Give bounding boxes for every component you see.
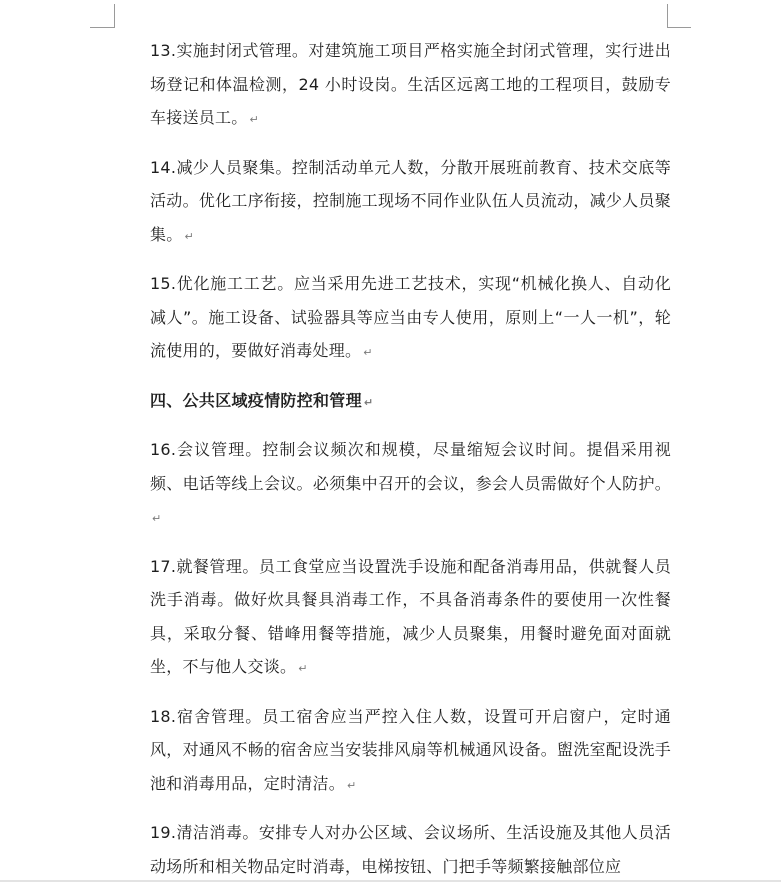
paragraph-18[interactable]	[150, 700, 671, 803]
paragraph-mark-icon: ↵	[363, 395, 374, 409]
paragraph-mark-icon: ↵	[347, 778, 357, 792]
paragraph-text: 19.清洁消毒。安排专人对办公区域、会议场所、生活设施及其他人员活动场所和相关物品定时消毒，电梯按钮、门把手等频繁接触部位应	[150, 823, 671, 876]
section-heading[interactable]	[150, 384, 671, 420]
paragraph-text: 15.优化施工工艺。应当采用先进工艺技术，实现“机械化换人、自动化减人”。施工设备、试验器具等应当由专人使用，原则上“一人一机”，轮流使用的，要做好消毒处理。	[150, 274, 671, 360]
paragraph-mark-icon: ↵	[249, 113, 259, 126]
crop-mark-top-right-vertical	[667, 4, 668, 28]
crop-mark-top-left-horizontal	[90, 27, 114, 28]
paragraph-text: 18.宿舍管理。员工宿舍应当严控入住人数，设置可开启窗户，定时通风，对通风不畅的宿舍应当安装排风扇等机械通风设备。盥洗室配设洗手池和消毒用品，定时清洁。	[150, 706, 671, 793]
paragraph-text: 16.会议管理。控制会议频次和规模，尽量缩短会议时间。提倡采用视频、电话等线上会议。必须集中召开的会议，参会人员需做好个人防护。	[150, 440, 671, 493]
paragraph-mark-icon: ↵	[184, 229, 194, 243]
section-heading-text: 四、公共区域疫情防控和管理	[150, 390, 362, 410]
paragraph-19[interactable]	[150, 816, 671, 882]
paragraph-mark-icon: ↵	[152, 512, 162, 525]
paragraph-text: 13.实施封闭式管理。对建筑施工项目严格实施全封闭式管理，实行进出场登记和体温检测，24 小时设岗。生活区远离工地的工程项目，鼓励专车接送员工。	[150, 41, 671, 127]
crop-mark-top-right-horizontal	[667, 27, 691, 28]
paragraph-mark-icon: ↵	[298, 662, 308, 675]
document-body[interactable]	[150, 34, 671, 882]
paragraph-text: 17.就餐管理。员工食堂应当设置洗手设施和配备消毒用品，供就餐人员洗手消毒。做好炊具餐具消毒工作，不具备消毒条件的要使用一次性餐具，采取分餐、错峰用餐等措施，减少人员聚集，用餐时避免面对面就坐，不与他人交谈。	[150, 556, 671, 676]
paragraph-mark-icon: ↵	[363, 346, 373, 359]
crop-mark-top-left-vertical	[114, 4, 115, 28]
paragraph-13[interactable]	[150, 34, 671, 137]
paragraph-14[interactable]	[150, 151, 671, 254]
paragraph-17[interactable]	[150, 550, 671, 686]
paragraph-16[interactable]	[150, 433, 671, 536]
paragraph-15[interactable]	[150, 267, 671, 370]
paragraph-text: 14.减少人员聚集。控制活动单元人数，分散开展班前教育、技术交底等活动。优化工序衔接，控制施工现场不同作业队伍人员流动，减少人员聚集。	[150, 157, 671, 244]
